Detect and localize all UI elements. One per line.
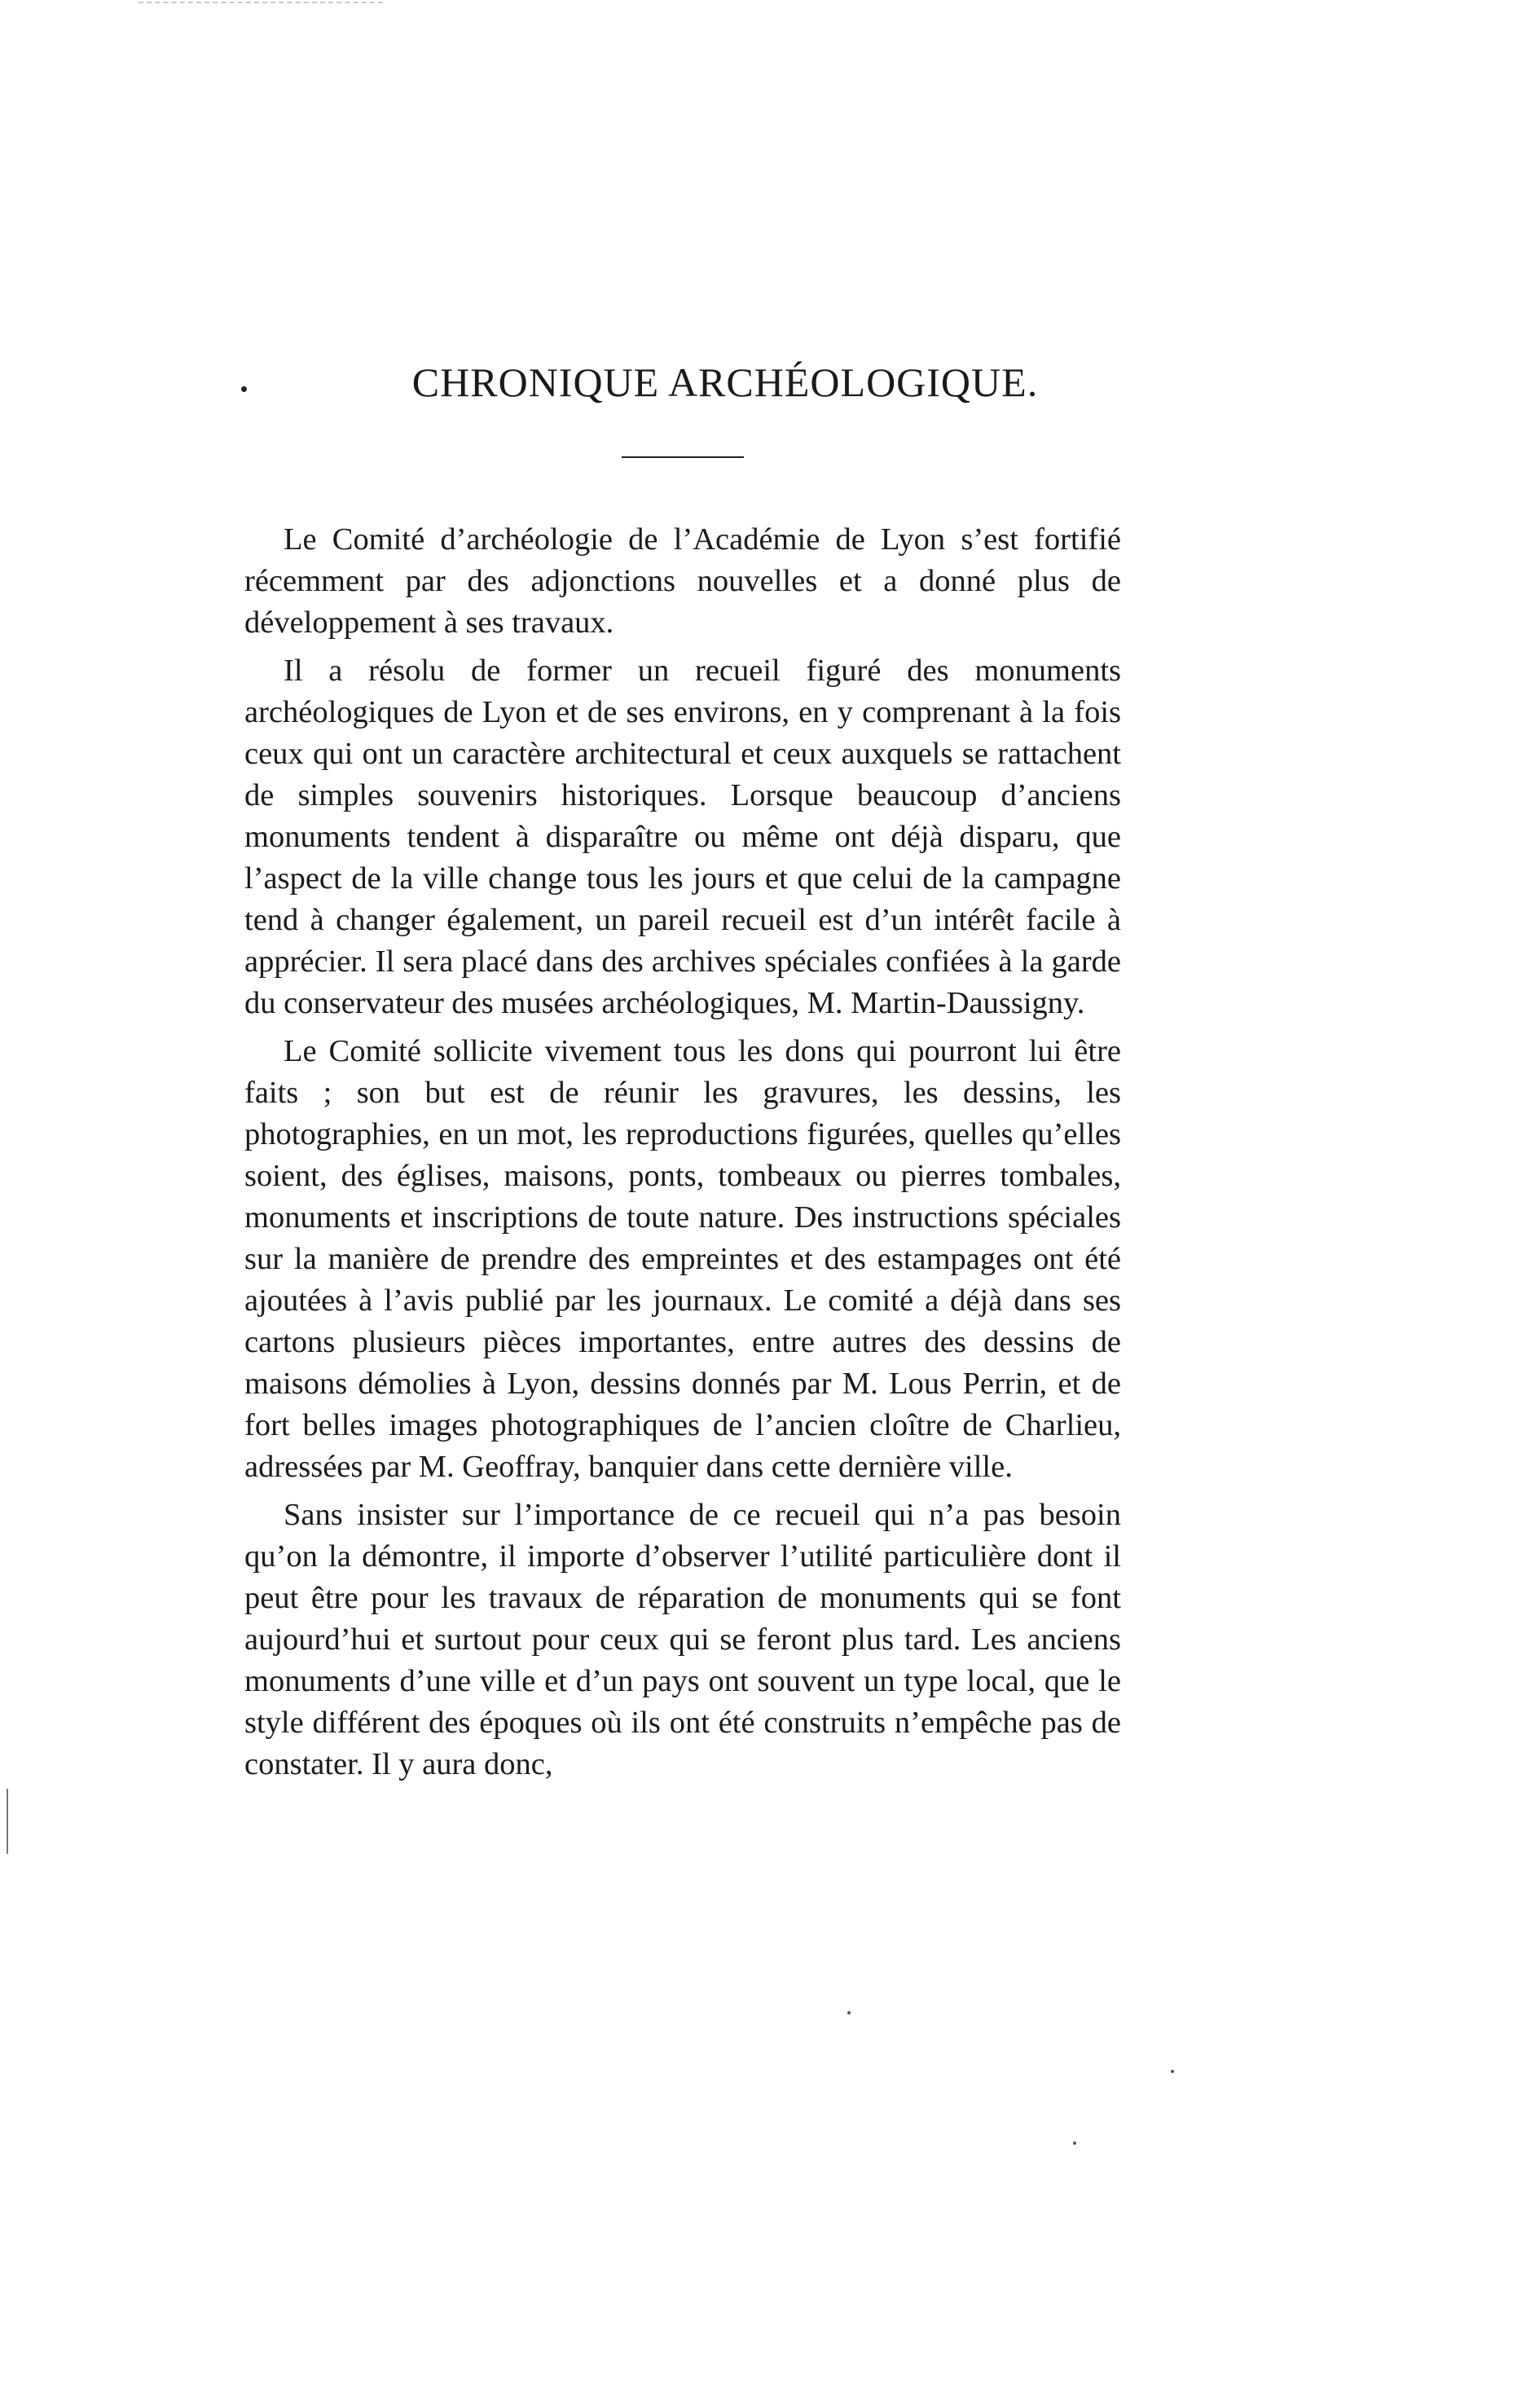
paragraph-3: Le Comité sollicite vivement tous les dons qui pourront lui être faits ; son but est de réunir les gravures, les dessins, les photographies, en un mot, les reproductions figurées, quelles qu’elles soient, des églises, maisons, ponts, tombeaux ou pierres tombales, monuments et inscriptions de toute nature. Des instructions spéciales sur la manière de prendre des empreintes et des estampages ont été ajoutées à l’avis publié par les journaux. Le comité a déjà dans ses cartons plusieurs pièces importantes, entre autres des dessins de maisons démolies à Lyon, dessins donnés par M. Lous Perrin, et de fort belles images photographiques de l’ancien cloître de Charlieu, adressées par M. Geoffray, banquier dans cette dernière ville. bbox=[244, 1034, 1121, 1484]
paragraph-2: Il a résolu de former un recueil figuré des monuments archéologiques de Lyon et de ses environs, en y comprenant à la fois ceux qui ont un caractère architectural et ceux auxquels se rattachent de simples souvenirs historiques. Lorsque beaucoup d’anciens monuments tendent à disparaître ou même ont déjà disparu, que l’aspect de la ville change tous les jours et que celui de la campagne tend à changer également, un pareil recueil est d’un intérêt facile à apprécier. Il sera placé dans des archives spéciales confiées à la garde du conservateur des musées archéologiques, M. Martin-Daussigny. bbox=[244, 654, 1121, 1020]
scan-margin-line bbox=[7, 1789, 8, 1854]
paragraph-1: Le Comité d’archéologie de l’Académie de Lyon s’est fortifié récemment par des adjonctions nouvelles et a donné plus de développement à ses travaux. bbox=[244, 522, 1121, 640]
scan-edge-marks bbox=[139, 2, 383, 7]
page-title: CHRONIQUE ARCHÉOLOGIQUE. bbox=[411, 359, 1039, 405]
scan-speck bbox=[847, 2011, 851, 2014]
paragraph-4: Sans insister sur l’importance de ce recueil qui n’a pas besoin qu’on la démontre, il importe d’observer l’utilité particulière dont il peut être pour les travaux de réparation de monuments qui se font aujourd’hui et surtout pour ceux qui se feront plus tard. Les anciens monuments d’une ville et d’un pays ont souvent un type local, que le style différent des époques où ils ont été construits n’empêche pas de constater. Il y aura donc, bbox=[244, 1498, 1121, 1781]
scan-speck bbox=[1073, 2142, 1076, 2145]
title-divider bbox=[622, 456, 744, 458]
scan-speck bbox=[1171, 2070, 1174, 2073]
article-body bbox=[244, 519, 1121, 1792]
